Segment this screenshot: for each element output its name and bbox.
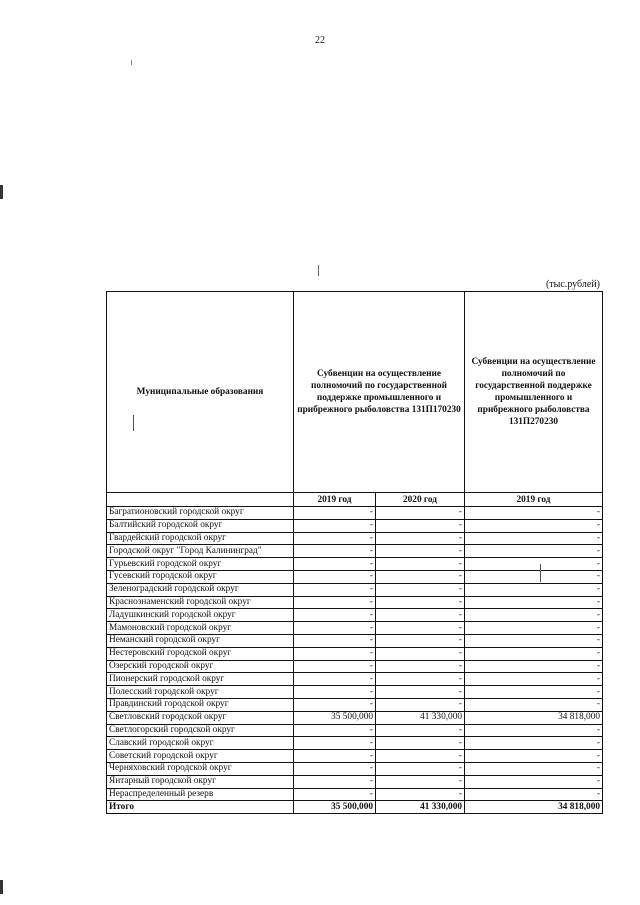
value-cell: - xyxy=(376,507,465,520)
header-municipality: Муниципальные образования xyxy=(107,292,294,493)
municipality-name: Городской округ "Город Калининград" xyxy=(107,545,294,558)
value-cell: - xyxy=(294,596,376,609)
value-cell: - xyxy=(376,750,465,763)
value-cell: - xyxy=(465,750,603,763)
municipality-name: Славский городской округ xyxy=(107,737,294,750)
table-row xyxy=(107,673,603,686)
scan-mark xyxy=(540,564,541,582)
value-cell: - xyxy=(294,686,376,699)
table-row xyxy=(107,507,603,520)
table-row xyxy=(107,737,603,750)
page-number: 22 xyxy=(315,35,325,46)
municipality-name: Черняховский городской округ xyxy=(107,762,294,775)
municipality-name: Пионерский городской округ xyxy=(107,673,294,686)
table-row xyxy=(107,762,603,775)
municipality-name: Балтийский городской округ xyxy=(107,519,294,532)
value-cell: 41 330,000 xyxy=(376,711,465,724)
value-cell: - xyxy=(294,609,376,622)
value-cell: - xyxy=(294,519,376,532)
municipality-name: Полесский городской округ xyxy=(107,686,294,699)
year-header: 2019 год xyxy=(294,493,376,507)
table-row xyxy=(107,558,603,571)
value-cell: - xyxy=(465,673,603,686)
value-cell: - xyxy=(294,762,376,775)
municipality-name: Ладушкинский городской округ xyxy=(107,609,294,622)
value-cell: - xyxy=(376,647,465,660)
value-cell: - xyxy=(376,788,465,801)
table-row xyxy=(107,622,603,635)
value-cell: - xyxy=(294,788,376,801)
value-cell: - xyxy=(465,609,603,622)
header-subsidy-2: Субвенции на осуществление полномочий по государственной поддержке промышленного и прибрежного рыболовства 131П270230 xyxy=(465,292,603,493)
value-cell: - xyxy=(294,558,376,571)
table-row xyxy=(107,724,603,737)
total-value: 34 818,000 xyxy=(465,801,603,814)
value-cell: - xyxy=(376,724,465,737)
municipality-name: Янтарный городской округ xyxy=(107,775,294,788)
total-value: 35 500,000 xyxy=(294,801,376,814)
value-cell: - xyxy=(376,583,465,596)
municipality-name: Мамоновский городской округ xyxy=(107,622,294,635)
value-cell: - xyxy=(465,724,603,737)
value-cell: - xyxy=(294,532,376,545)
value-cell: - xyxy=(465,532,603,545)
municipality-name: Зеленоградский городской округ xyxy=(107,583,294,596)
value-cell: - xyxy=(376,609,465,622)
value-cell: - xyxy=(376,558,465,571)
value-cell: - xyxy=(294,647,376,660)
year-header: 2020 год xyxy=(376,493,465,507)
municipality-name: Багратионовский городской округ xyxy=(107,507,294,520)
municipality-name: Гусевский городской округ xyxy=(107,570,294,583)
value-cell: - xyxy=(294,750,376,763)
municipality-name: Советский городской округ xyxy=(107,750,294,763)
value-cell: - xyxy=(376,686,465,699)
scan-mark xyxy=(133,415,134,431)
value-cell: - xyxy=(376,596,465,609)
value-cell: - xyxy=(294,775,376,788)
value-cell: - xyxy=(376,570,465,583)
value-cell: - xyxy=(294,673,376,686)
total-label: Итого xyxy=(107,801,294,814)
municipality-name: Светловский городской округ xyxy=(107,711,294,724)
header-subsidy-1: Субвенции на осуществление полномочий по государственной поддержке промышленного и прибрежного рыболовства 131П170230 xyxy=(294,292,465,493)
table-row xyxy=(107,698,603,711)
table-row xyxy=(107,583,603,596)
value-cell: - xyxy=(465,622,603,635)
value-cell: - xyxy=(376,775,465,788)
table-row xyxy=(107,711,603,724)
year-header: 2019 год xyxy=(465,493,603,507)
value-cell: - xyxy=(465,558,603,571)
value-cell: - xyxy=(294,724,376,737)
scan-mark xyxy=(318,265,319,276)
value-cell: - xyxy=(294,698,376,711)
value-cell: 35 500,000 xyxy=(294,711,376,724)
table-row xyxy=(107,660,603,673)
table-row xyxy=(107,686,603,699)
subsidy-table xyxy=(106,291,603,814)
value-cell: - xyxy=(465,583,603,596)
value-cell: - xyxy=(376,673,465,686)
value-cell: - xyxy=(294,737,376,750)
value-cell: - xyxy=(465,634,603,647)
municipality-name: Краснознаменский городской округ xyxy=(107,596,294,609)
table-row xyxy=(107,519,603,532)
value-cell: - xyxy=(465,545,603,558)
scan-margin-mark xyxy=(0,185,3,199)
total-value: 41 330,000 xyxy=(376,801,465,814)
value-cell: - xyxy=(376,660,465,673)
value-cell: - xyxy=(465,762,603,775)
value-cell: - xyxy=(376,634,465,647)
table-row xyxy=(107,775,603,788)
value-cell: - xyxy=(465,775,603,788)
scan-mark xyxy=(131,60,132,65)
value-cell: - xyxy=(465,507,603,520)
municipality-name: Нестеровский городской округ xyxy=(107,647,294,660)
table-row xyxy=(107,545,603,558)
municipality-name: Неманский городской округ xyxy=(107,634,294,647)
value-cell: - xyxy=(465,788,603,801)
value-cell: - xyxy=(465,698,603,711)
value-cell: - xyxy=(465,686,603,699)
table-row xyxy=(107,750,603,763)
value-cell: 34 818,000 xyxy=(465,711,603,724)
value-cell: - xyxy=(376,622,465,635)
unit-note: (тыс.рублей) xyxy=(545,279,600,290)
value-cell: - xyxy=(465,647,603,660)
value-cell: - xyxy=(376,532,465,545)
table-row xyxy=(107,570,603,583)
municipality-name: Озерский городской округ xyxy=(107,660,294,673)
table-row xyxy=(107,532,603,545)
value-cell: - xyxy=(376,545,465,558)
scan-margin-mark xyxy=(0,880,3,894)
municipality-name: Светлогорский городской округ xyxy=(107,724,294,737)
table-row xyxy=(107,596,603,609)
value-cell: - xyxy=(294,545,376,558)
value-cell: - xyxy=(294,507,376,520)
value-cell: - xyxy=(465,519,603,532)
municipality-name: Нераспределенный резерв xyxy=(107,788,294,801)
value-cell: - xyxy=(376,519,465,532)
municipality-name: Правдинский городской округ xyxy=(107,698,294,711)
municipality-name: Гурьевский городской округ xyxy=(107,558,294,571)
value-cell: - xyxy=(465,596,603,609)
value-cell: - xyxy=(294,634,376,647)
value-cell: - xyxy=(376,762,465,775)
municipality-name: Гвардейский городской округ xyxy=(107,532,294,545)
table-row xyxy=(107,634,603,647)
value-cell: - xyxy=(465,660,603,673)
value-cell: - xyxy=(376,737,465,750)
value-cell: - xyxy=(294,622,376,635)
year-blank xyxy=(107,493,294,507)
table-row xyxy=(107,647,603,660)
value-cell: - xyxy=(294,660,376,673)
value-cell: - xyxy=(376,698,465,711)
table-row xyxy=(107,609,603,622)
value-cell: - xyxy=(294,570,376,583)
value-cell: - xyxy=(465,570,603,583)
total-row xyxy=(107,801,603,814)
table-row xyxy=(107,788,603,801)
value-cell: - xyxy=(465,737,603,750)
value-cell: - xyxy=(294,583,376,596)
